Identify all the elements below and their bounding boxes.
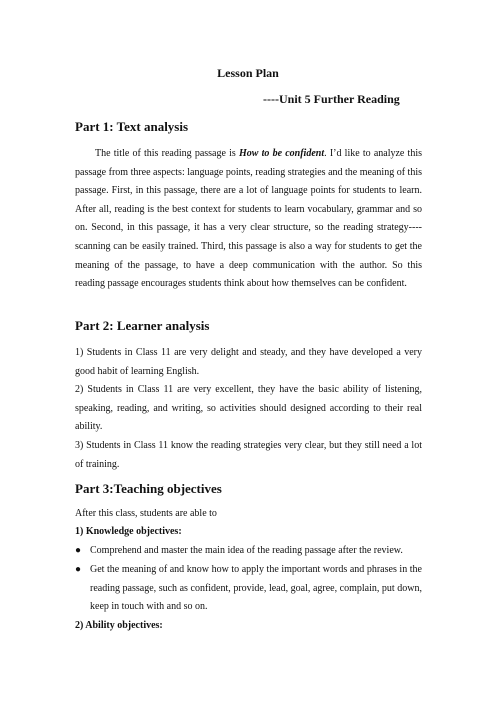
part1-intro-after: . I’d like to analyze this passage from three aspects: language points, reading strategies and the meaning of this passage. First, in this passage, there are a lot of language points for students to learn. After all, reading is the best context for students to learn vocabulary, grammar and so on. Second, in this passage, it has a very clear structure, so the reading strategy----scanning can be easily trained. Third, this passage is also a way for students to get the meaning of the passage, to have a deep communication with the author. So this reading passage encourages students think about how themselves can be confident. xyxy=(75,148,422,290)
learner-item-2: 2) Students in Class 11 are very excellent, they have the basic ability of listening, speaking, reading, and writing, so activities should designed according to their real ability. xyxy=(75,384,422,433)
part1-paragraph xyxy=(75,145,422,294)
part1-intro-before: The title of this reading passage is xyxy=(95,148,239,159)
objectives-lead: After this class, students are able to xyxy=(75,508,217,519)
part1-heading: Part 1: Text analysis xyxy=(75,119,189,134)
page-subtitle: ----Unit 5 Further Reading xyxy=(263,92,400,106)
objective-bullet-2 xyxy=(75,561,422,617)
objective-bullet-text: Get the meaning of and know how to apply the important words and phrases in the reading passage, such as confident, provide, lead, goal, agree, complain, put down, keep in touch with and so on. xyxy=(90,564,422,613)
learner-item-1: 1) Students in Class 11 are very delight and steady, and they have developed a very good habit of learning English. xyxy=(75,347,422,377)
passage-title: How to be confident xyxy=(238,148,325,159)
bullet-dot-icon: ● xyxy=(75,564,82,575)
learner-item-3: 3) Students in Class 11 know the reading strategies very clear, but they still need a lot of training. xyxy=(75,440,422,470)
ability-objectives-heading: 2) Ability objectives: xyxy=(75,620,163,631)
part3-heading: Part 3:Teaching objectives xyxy=(75,481,222,496)
objective-bullet-1 xyxy=(75,542,422,561)
bullet-dot-icon: ● xyxy=(75,545,82,556)
objective-bullet-text: Comprehend and master the main idea of the reading passage after the review. xyxy=(90,545,403,556)
knowledge-objectives-heading: 1) Knowledge objectives: xyxy=(75,526,182,537)
part2-heading: Part 2: Learner analysis xyxy=(75,318,210,333)
page-title: Lesson Plan xyxy=(217,66,279,80)
